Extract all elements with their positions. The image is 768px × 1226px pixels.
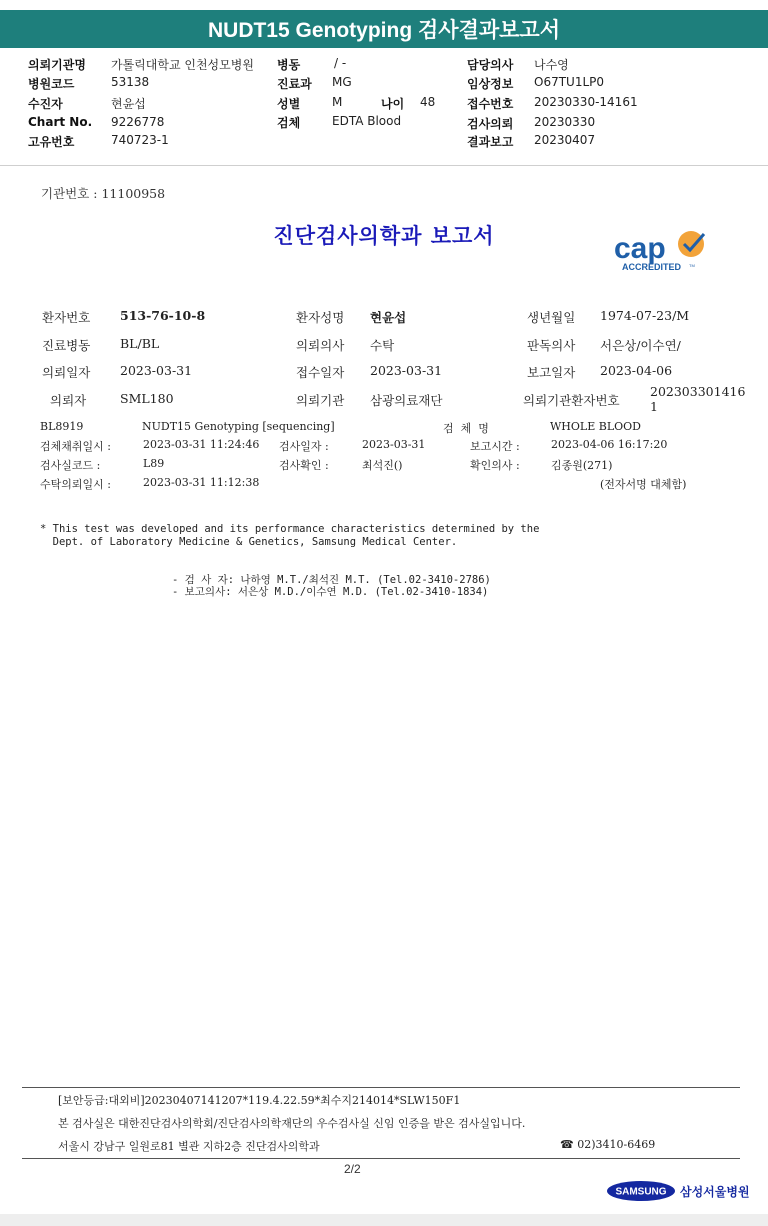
cap-accredited-text: ACCREDITED — [622, 262, 682, 272]
patient-field-label: 환자성명 — [296, 310, 345, 325]
header-divider — [0, 165, 768, 166]
header-value: / - — [334, 56, 347, 70]
patient-field-label: 생년월일 — [527, 310, 576, 325]
cap-logo-circle — [678, 231, 704, 257]
header-value: MG — [332, 75, 352, 89]
note-line: * This test was developed and its performance characteristics determined by the — [40, 523, 540, 535]
patient-field-label: 의뢰일자 — [42, 365, 91, 380]
patient-field-value: 수탁 — [370, 338, 395, 353]
header-value: M — [332, 95, 343, 109]
patient-field-label: 보고일자 — [527, 365, 576, 380]
request-value: 2023-03-31 11:12:38 — [143, 476, 260, 489]
header-value: 740723-1 — [111, 133, 169, 147]
staff-line: - 검 사 자: 나하영 M.T./최석진 M.T. (Tel.02-3410-2786) — [172, 574, 491, 586]
collect-label: 검체채취일시 : — [40, 440, 111, 453]
header-label: 진료과 — [277, 77, 312, 91]
page-number: 2/2 — [344, 1162, 361, 1176]
patient-field-value: 2023-04-06 — [600, 363, 673, 378]
header-value: O67TU1LP0 — [534, 75, 605, 89]
report-title-bar — [0, 10, 768, 48]
cap-accredited-logo — [612, 226, 712, 276]
cap-tm-text: TM — [689, 263, 695, 268]
header-label: 성별 — [277, 97, 301, 111]
confirm-label: 검사확인 : — [279, 459, 329, 472]
report-time-value: 2023-04-06 16:17:20 — [551, 438, 668, 451]
patient-field-value: 서은상/이수연/ — [600, 338, 681, 353]
header-label: 임상정보 — [467, 77, 514, 91]
samsung-hospital-logo — [606, 1180, 750, 1204]
header-value: 20230407 — [534, 133, 596, 147]
header-label: 고유번호 — [28, 135, 75, 149]
report-heading: 진단검사의학과 보고서 — [273, 224, 495, 248]
header-label: 병원코드 — [28, 77, 75, 91]
security-line: [보안등급:대외비]20230407141207*119.4.22.59*최수지214014*SLW150F1 — [58, 1094, 461, 1107]
patient-field-label: 환자번호 — [42, 310, 91, 325]
test-date-label: 검사일자 : — [279, 440, 329, 453]
patient-field-value: 2023-03-31 — [370, 363, 443, 378]
hospital-name: 삼성서울병원 — [680, 1185, 750, 1199]
patient-field-label: 의뢰기관환자번호 — [523, 393, 620, 408]
header-label: Chart No. — [28, 115, 93, 129]
staff-line: - 보고의사: 서은상 M.D./이수연 M.D. (Tel.02-3410-1834) — [172, 586, 489, 598]
header-value: 20230330 — [534, 115, 596, 129]
patient-field-label: 접수일자 — [296, 365, 345, 380]
test-date-value: 2023-03-31 — [362, 438, 426, 451]
specimen-value: WHOLE BLOOD — [550, 420, 641, 433]
room-code-label: 검사실코드 : — [40, 459, 101, 472]
patient-field-label: 의뢰기관 — [296, 393, 345, 408]
institution-number: 기관번호 : 11100958 — [41, 186, 166, 201]
note-line: Dept. of Laboratory Medicine & Genetics, Samsung Medical Center. — [40, 536, 458, 548]
patient-field-value: 1 — [650, 399, 658, 414]
header-label: 병동 — [277, 58, 301, 72]
confirm-value: 최석진() — [362, 459, 403, 472]
footer-top-rule — [22, 1087, 740, 1088]
age-label: 나이 — [381, 97, 405, 111]
test-name: NUDT15 Genotyping [sequencing] — [142, 420, 335, 433]
collect-value: 2023-03-31 11:24:46 — [143, 438, 260, 451]
patient-field-label: 진료병동 — [42, 338, 91, 353]
patient-field-value: 삼광의료재단 — [370, 393, 443, 408]
patient-field-value: 2023-03-31 — [120, 363, 193, 378]
patient-field-label: 의뢰의사 — [296, 338, 345, 353]
report-time-label: 보고시간 : — [470, 440, 520, 453]
header-label: 수진자 — [28, 97, 63, 111]
doctor-label: 확인의사 : — [470, 459, 520, 472]
patient-name: 현윤섭 — [370, 310, 407, 325]
specimen-label: 검 체 명 — [443, 422, 489, 435]
header-label: 접수번호 — [467, 97, 514, 111]
header-label: 검사의뢰 — [467, 117, 514, 131]
cap-logo-graphic — [612, 226, 712, 276]
doctor-value: 김종원(271) — [551, 459, 613, 472]
header-label: 의뢰기관명 — [28, 58, 86, 72]
esign-note: (전자서명 대체함) — [600, 478, 687, 491]
header-value: 20230330-14161 — [534, 95, 638, 109]
bottom-strip — [0, 1214, 768, 1226]
patient-field-value: 202303301416 — [650, 384, 746, 399]
header-value: EDTA Blood — [332, 114, 402, 128]
header-label: 결과보고 — [467, 135, 514, 149]
header-value: 9226778 — [111, 115, 165, 129]
room-code-value: L89 — [143, 457, 165, 470]
header-value: 53138 — [111, 75, 150, 89]
header-label: 담당의사 — [467, 58, 514, 72]
samsung-wordmark: SAMSUNG — [615, 1186, 667, 1198]
samsung-logo-icon — [606, 1180, 676, 1202]
patient-field-value: BL/BL — [120, 336, 160, 351]
header-value: 현윤섭 — [111, 97, 146, 111]
cap-logo-text: cap — [614, 232, 666, 265]
header-value: 나수영 — [534, 58, 569, 72]
patient-field-label: 판독의사 — [527, 338, 576, 353]
address-line: 서울시 강남구 일원로81 별관 지하2층 진단검사의학과 — [58, 1140, 320, 1153]
age-value: 48 — [420, 95, 436, 109]
test-code: BL8919 — [40, 420, 84, 433]
patient-field-value: SML180 — [120, 391, 174, 406]
header-value: 가톨릭대학교 인천성모병원 — [111, 58, 254, 72]
patient-birthdate: 1974-07-23/M — [600, 308, 690, 323]
request-label: 수탁의뢰일시 : — [40, 478, 111, 491]
header-label: 검체 — [277, 116, 301, 130]
footer-bottom-rule — [22, 1158, 740, 1159]
document-title: NUDT15 Genotyping 검사결과보고서 — [207, 19, 560, 42]
phone-line: ☎ 02)3410-6469 — [560, 1138, 656, 1151]
patient-field-label: 의뢰자 — [50, 393, 87, 408]
certification-line: 본 검사실은 대한진단검사의학회/진단검사의학재단의 우수검사실 신임 인증을 받은 검사실입니다. — [58, 1117, 526, 1130]
patient-number: 513-76-10-8 — [120, 308, 206, 323]
